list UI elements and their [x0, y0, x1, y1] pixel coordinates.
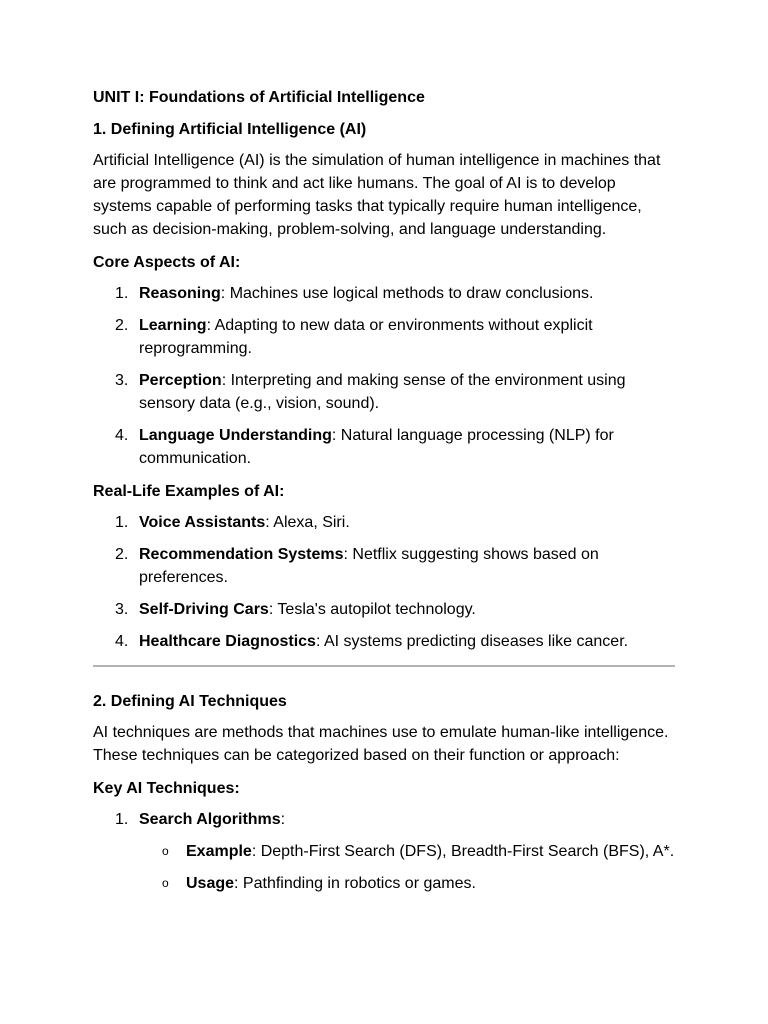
- list-term: Voice Assistants: [139, 514, 266, 531]
- sub-list-item: [93, 840, 675, 863]
- section-divider: [93, 665, 675, 667]
- section-2-paragraph: AI techniques are methods that machines use to emulate human-like intelligence. These techniques can be categorized based on their function or approach:: [93, 724, 669, 764]
- examples-list: [93, 511, 675, 653]
- document-content: [93, 86, 675, 904]
- list-term: Language Understanding: [139, 427, 332, 444]
- list-number: 4.: [115, 427, 129, 444]
- list-text: : Interpreting and making sense of the environment using sensory data (e.g., vision, sound).: [139, 372, 626, 412]
- sub-list-text: : Depth-First Search (DFS), Breadth-First Search (BFS), A*.: [251, 843, 675, 860]
- list-term: Self-Driving Cars: [139, 601, 269, 618]
- list-text: : Machines use logical methods to draw conclusions.: [220, 285, 594, 302]
- list-item: [93, 808, 675, 831]
- list-item: [93, 543, 675, 589]
- circle-bullet-icon: o: [162, 876, 169, 890]
- list-number: 1.: [115, 285, 129, 302]
- list-term: Recommendation Systems: [139, 546, 344, 563]
- list-text: : Natural language processing (NLP) for communication.: [139, 427, 614, 467]
- list-number: 3.: [115, 372, 129, 389]
- core-aspects-heading: Core Aspects of AI:: [93, 254, 241, 271]
- section-1-paragraph: Artificial Intelligence (AI) is the simulation of human intelligence in machines that are programmed to think and act like humans. The goal of AI is to develop systems capable of performing tasks that typically require human intelligence, such as decision-making, problem-solving, and language understanding.: [93, 152, 661, 238]
- list-item: [93, 424, 675, 470]
- search-algorithms-sublist: [93, 840, 675, 895]
- list-item: [93, 369, 675, 415]
- list-number: 1.: [115, 514, 129, 531]
- list-term: Learning: [139, 317, 207, 334]
- section-2-heading: 2. Defining AI Techniques: [93, 693, 287, 710]
- list-text: : Netflix suggesting shows based on preferences.: [139, 546, 599, 586]
- unit-title: UNIT I: Foundations of Artificial Intelligence: [93, 89, 425, 106]
- list-number: 2.: [115, 546, 129, 563]
- sub-list-item: [93, 872, 675, 895]
- list-text: : Adapting to new data or environments without explicit reprogramming.: [139, 317, 593, 357]
- list-term: Search Algorithms: [139, 811, 281, 828]
- section-1-heading: 1. Defining Artificial Intelligence (AI): [93, 121, 367, 138]
- list-number: 2.: [115, 317, 129, 334]
- list-item: [93, 630, 675, 653]
- list-term: Perception: [139, 372, 222, 389]
- list-item: [93, 598, 675, 621]
- examples-heading: Real-Life Examples of AI:: [93, 483, 285, 500]
- list-text: : AI systems predicting diseases like cancer.: [315, 633, 629, 650]
- list-item: [93, 511, 675, 534]
- list-number: 4.: [115, 633, 129, 650]
- list-text: :: [280, 811, 286, 828]
- circle-bullet-icon: o: [162, 844, 169, 858]
- list-item: [93, 282, 675, 305]
- list-item: [93, 314, 675, 360]
- list-number: 1.: [115, 811, 129, 828]
- list-text: : Alexa, Siri.: [265, 514, 350, 531]
- sub-list-term: Example: [186, 843, 252, 860]
- list-term: Reasoning: [139, 285, 221, 302]
- list-term: Healthcare Diagnostics: [139, 633, 316, 650]
- key-techniques-list: [93, 808, 675, 831]
- list-text: : Tesla's autopilot technology.: [268, 601, 476, 618]
- key-techniques-heading: Key AI Techniques:: [93, 780, 240, 797]
- list-number: 3.: [115, 601, 129, 618]
- core-aspects-list: [93, 282, 675, 470]
- sub-list-text: : Pathfinding in robotics or games.: [234, 875, 476, 892]
- sub-list-term: Usage: [186, 875, 235, 892]
